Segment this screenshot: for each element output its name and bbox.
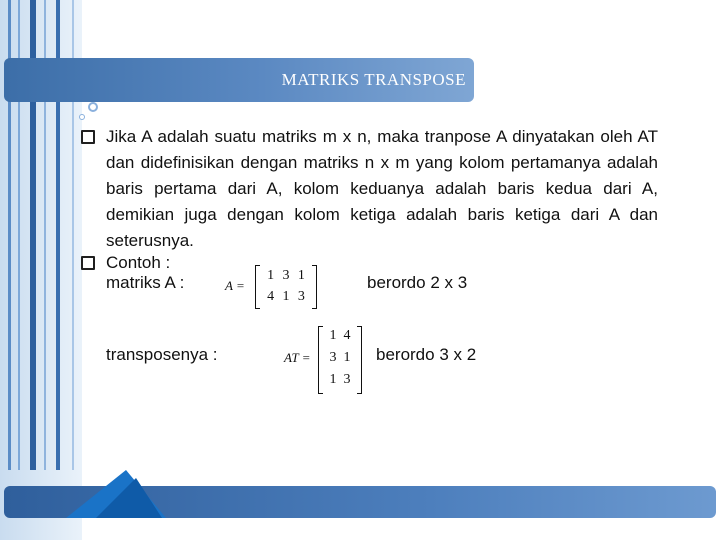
matrix-row	[326, 350, 354, 366]
matrix-cell: 3	[282, 268, 290, 283]
matrix-row	[326, 328, 354, 344]
matrix-cell: 1	[297, 268, 305, 283]
decorative-circle	[79, 114, 85, 120]
decorative-triangle	[96, 478, 162, 518]
matrix-cell: 1	[329, 328, 337, 343]
matrix-cell: 1	[343, 350, 351, 365]
matrix-a-lhs: A =	[225, 278, 245, 293]
matrix-a-equation	[225, 265, 325, 309]
checkbox-bullet-icon	[81, 256, 95, 270]
checkbox-bullet-icon	[81, 130, 95, 144]
matrix-cell: 1	[329, 372, 337, 387]
matrix-t-equation	[284, 326, 374, 394]
matrix-a	[255, 265, 317, 309]
matrix-cell: 3	[297, 289, 305, 304]
matrix-cell: 3	[329, 350, 337, 365]
matrix-cell: 1	[282, 289, 290, 304]
matrix-t	[318, 326, 362, 394]
left-bracket	[318, 326, 323, 394]
definition-paragraph: Jika A adalah suatu matriks m x n, maka tranpose A dinyatakan oleh AT dan didefinisikan dengan matriks n x m yang kolom pertamanya adalah baris pertama dari A, kolom keduanya adalah baris kedua dari A, demikian juga dengan kolom ketiga adalah baris ketiga dari A dan seterusnya.	[106, 127, 658, 250]
matrix-row	[263, 289, 309, 305]
example-heading: Contoh :	[106, 253, 171, 272]
right-bracket	[357, 326, 362, 394]
matrix-row	[263, 268, 309, 284]
decorative-circle	[88, 102, 98, 112]
matrix-a-label: matriks A :	[106, 273, 185, 292]
matrix-cell: 3	[343, 372, 351, 387]
matrix-t-order: berordo 3 x 2	[376, 345, 477, 364]
matrix-cell: 4	[343, 328, 351, 343]
left-bracket	[255, 265, 260, 309]
matrix-cell: 1	[267, 268, 275, 283]
matrix-a-order: berordo 2 x 3	[367, 273, 468, 292]
transpose-label: transposenya :	[106, 345, 218, 364]
matrix-row	[326, 372, 354, 388]
matrix-cell: 4	[267, 289, 275, 304]
matrix-t-lhs: AT =	[284, 350, 311, 365]
slide-title: MATRIKS TRANSPOSE	[281, 70, 466, 89]
title-bar	[4, 58, 474, 102]
right-bracket	[312, 265, 317, 309]
